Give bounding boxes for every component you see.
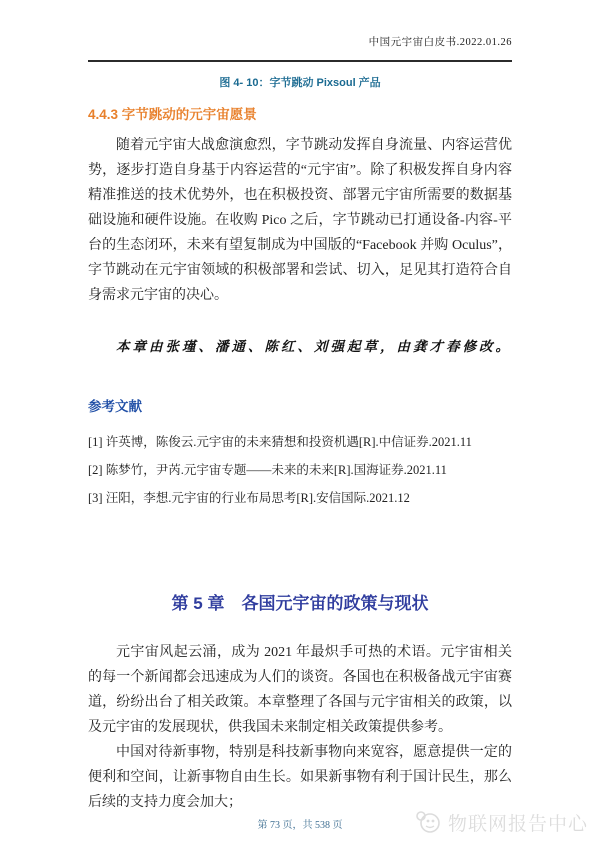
figure-caption: 图 4- 10：字节跳动 Pixsoul 产品 xyxy=(219,77,381,89)
reference-item-2: [2] 陈梦竹，尹芮.元宇宙专题——未来的未来[R].国海证券.2021.11 xyxy=(88,463,447,477)
section-body-paragraph: 随着元宇宙大战愈演愈烈，字节跳动发挥自身流量、内容运营优势，逐步打造自身基于内容运营的“元宇宙”。除了积极发挥自身内容精准推送的技术优势外，也在积极投资、部署元宇宙所需要的数据基础设施和硬件设施。在收购 Pico 之后，字节跳动已打通设备-内容-平台的生态闭环，未来有望复制成为中国版的“Facebook 并购 Oculus”，字节跳动在元宇宙领域的积极部署和尝试、切入，足见其打造符合自身需求元宇宙的决心。 xyxy=(88,138,512,303)
chapter-paragraph-2: 中国对待新事物，特别是科技新事物向来宽容，愿意提供一定的便利和空间，让新事物自由生长。如果新事物有利于国计民生，那么后续的支持力度会加大； xyxy=(88,745,512,810)
reference-item-3: [3] 汪阳，李想.元宇宙的行业布局思考[R].安信国际.2021.12 xyxy=(88,491,410,505)
section-heading-4-4-3: 4.4.3 字节跳动的元宇宙愿景 xyxy=(88,107,257,122)
references-heading: 参考文献 xyxy=(88,399,142,414)
page-number: 第 73 页，共 538 页 xyxy=(257,820,343,831)
watermark xyxy=(414,808,588,836)
iot-report-center-logo-icon xyxy=(414,808,442,836)
document-header-title: 中国元宇宙白皮书.2022.01.26 xyxy=(88,36,512,62)
chapter-5-title: 第 5 章 各国元宇宙的政策与现状 xyxy=(171,594,429,613)
watermark-label: 物联网报告中心 xyxy=(447,813,588,835)
chapter-paragraph-1: 元宇宙风起云涌，成为 2021 年最炽手可热的术语。元宇宙相关的每一个新闻都会迅速成为人们的谈资。各国也在积极备战元宇宙赛道，纷纷出台了相关政策。本章整理了各国与元宇宙相关的政策，以及元宇宙的发展现状，供我国未来制定相关政策提供参考。 xyxy=(88,645,512,735)
references-list xyxy=(88,428,512,512)
chapter-editors-note: 本章由张瑾、潘通、陈红、刘强起草，由龚才春修改。 xyxy=(116,339,512,354)
reference-item-1: [1] 许英博，陈俊云.元宇宙的未来猜想和投资机遇[R].中信证券.2021.11 xyxy=(88,435,472,449)
